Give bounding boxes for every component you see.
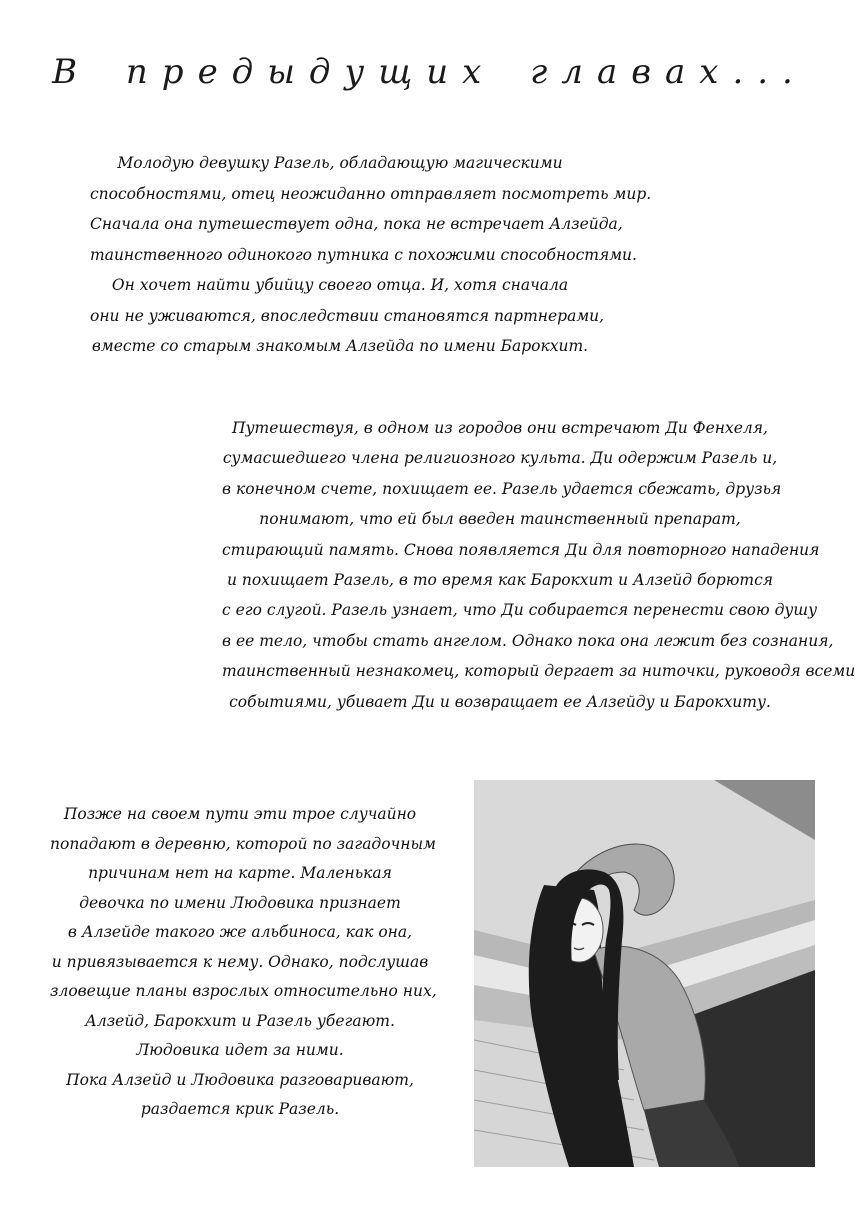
text-line: попадают в деревню, которой по загадочным [50, 834, 436, 853]
text-line: Путешествуя, в одном из городов они встречают Ди Фенхеля, [232, 419, 768, 437]
text-line: Людовика идет за ними. [136, 1041, 344, 1059]
text-line: событиями, убивает Ди и возвращает ее Алзейду и Барокхиту. [229, 692, 771, 711]
text-line: девочка по имени Людовика признает [79, 893, 401, 912]
text-line: и привязывается к нему. Однако, подслушав [51, 952, 429, 971]
text-line: в Алзейде такого же альбиноса, как она, [67, 923, 413, 941]
text-line: Алзейд, Барокхит и Разель убегают. [85, 1011, 395, 1030]
summary-paragraph-3 [50, 800, 437, 1125]
text-line: в ее тело, чтобы стать ангелом. Однако пока она лежит без сознания, [222, 631, 834, 650]
girl-with-long-hair-illustration [474, 780, 815, 1167]
text-line: таинственного одинокого путника с похожими способностями. [90, 245, 637, 264]
text-line: они не уживаются, впоследствии становятся партнерами, [90, 306, 605, 325]
text-line: с его слугой. Разель узнает, что Ди собирается перенести свою душу [222, 601, 818, 620]
text-line: способностями, отец неожиданно отправляет посмотреть мир. [90, 184, 652, 203]
text-line: в конечном счете, похищает ее. Разель удается сбежать, друзья [222, 479, 782, 498]
text-line: и похищает Разель, в то время как Барокхит и Алзейд борются [226, 571, 774, 590]
text-line: раздается крик Разель. [140, 1100, 340, 1118]
text-line: понимают, что ей был введен таинственный препарат, [259, 510, 741, 529]
page-title: В предыдущих главах... [52, 52, 807, 92]
text-line: Молодую девушку Разель, обладающую магическими [117, 154, 563, 172]
text-line: зловещие планы взрослых относительно них, [50, 982, 437, 1000]
summary-paragraph-2 [222, 413, 856, 717]
text-line: Пока Алзейд и Людовика разговаривают, [66, 1070, 414, 1089]
text-line: причинам нет на карте. Маленькая [88, 864, 392, 882]
summary-paragraph-1 [90, 148, 652, 362]
text-line: Позже на своем пути эти трое случайно [63, 805, 417, 823]
text-line: Сначала она путешествует одна, пока не встречает Алзейда, [90, 215, 623, 233]
text-line: стирающий память. Снова появляется Ди для повторного нападения [222, 540, 820, 559]
text-line: Он хочет найти убийцу своего отца. И, хотя сначала [111, 276, 569, 294]
text-line: таинственный незнакомец, который дергает за ниточки, руководя всеми [222, 662, 856, 681]
text-line: вместе со старым знакомым Алзейда по имени Барокхит. [91, 337, 589, 355]
text-line: сумасшедшего члена религиозного культа. Ди одержим Разель и, [222, 449, 778, 468]
